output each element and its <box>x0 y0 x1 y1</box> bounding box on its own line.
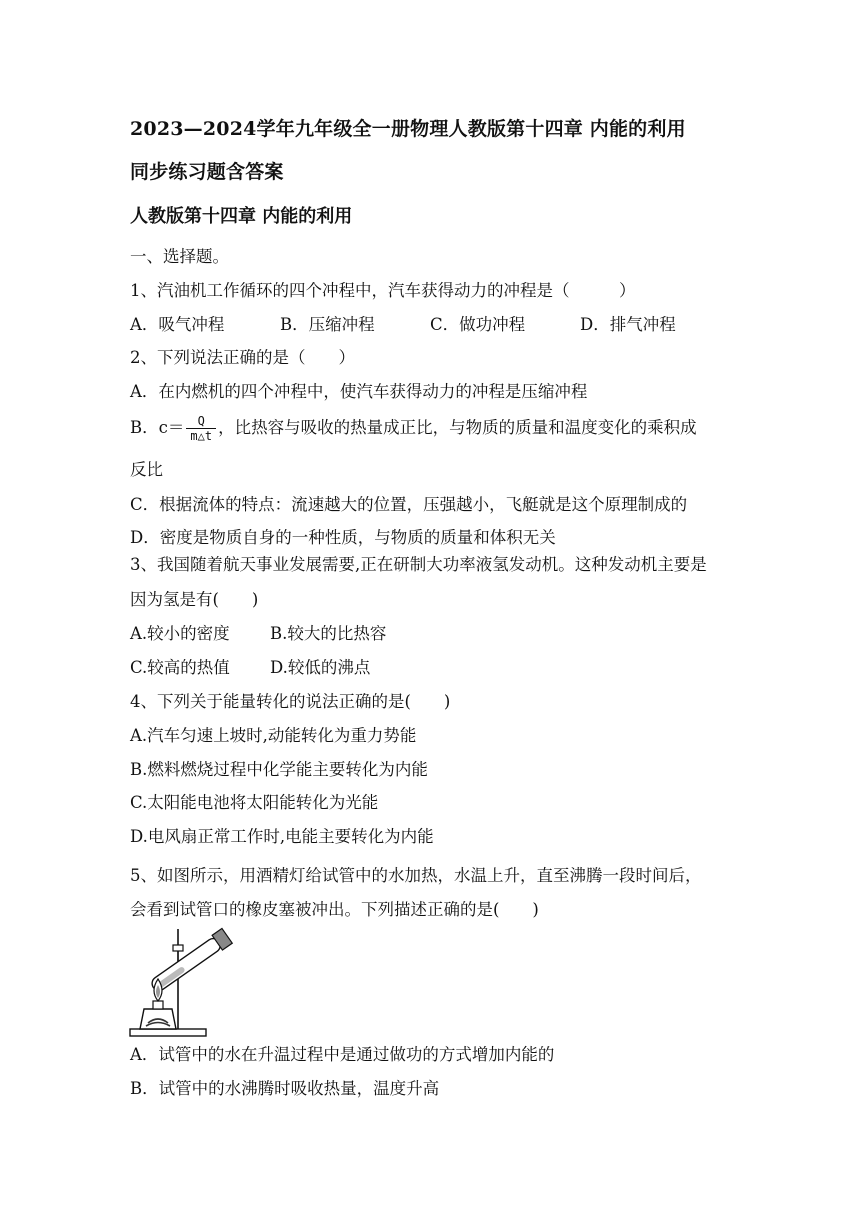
question-5-stem-cont: 会看到试管口的橡皮塞被冲出。下列描述正确的是( ) <box>130 900 539 919</box>
question-1-options <box>130 314 676 336</box>
option-a: A.较小的密度 <box>130 624 230 643</box>
option-b-text: ，比热容与吸收的热量成正比，与物质的质量和温度变化的乘积成 <box>218 418 697 437</box>
option-b-prefix: B．c＝ <box>130 418 185 437</box>
question-2-option-c: C．根据流体的特点：流速越大的位置，压强越小，飞艇就是这个原理制成的 <box>130 495 688 514</box>
section-heading: 一、选择题。 <box>130 247 229 266</box>
question-4-stem: 4、下列关于能量转化的说法正确的是( ) <box>130 692 451 711</box>
question-4-option-a: A.汽车匀速上坡时,动能转化为重力势能 <box>130 726 417 745</box>
question-2-option-b-cont: 反比 <box>130 460 163 479</box>
question-2-option-a: A．在内燃机的四个冲程中，使汽车获得动力的冲程是压缩冲程 <box>130 382 588 401</box>
option-c: C．做功冲程 <box>430 315 526 334</box>
question-5-option-b: B．试管中的水沸腾时吸收热量，温度升高 <box>130 1079 440 1098</box>
question-5-stem: 5、如图所示，用酒精灯给试管中的水加热，水温上升，直至沸腾一段时间后， <box>130 866 702 885</box>
option-b: B．压缩冲程 <box>280 315 375 334</box>
question-2-stem: 2、下列说法正确的是（ ） <box>130 348 355 367</box>
specific-heat-formula <box>186 414 216 443</box>
formula-denominator: m△t <box>190 429 213 443</box>
document-title-cont: 同步练习题含答案 <box>130 161 284 183</box>
question-5-option-a: A．试管中的水在升温过程中是通过做功的方式增加内能的 <box>130 1045 555 1064</box>
option-d: D.较低的沸点 <box>270 658 371 677</box>
option-c: C.较高的热值 <box>130 658 230 677</box>
question-2-option-b <box>130 414 697 443</box>
question-3-options-cd <box>130 657 370 679</box>
question-3-stem: 3、我国随着航天事业发展需要,正在研制大功率液氢发动机。这种发动机主要是 <box>130 555 707 574</box>
question-3-options-ab <box>130 623 386 645</box>
question-4-option-b: B.燃料燃烧过程中化学能主要转化为内能 <box>130 760 428 779</box>
question-4-option-d: D.电风扇正常工作时,电能主要转化为内能 <box>130 827 434 846</box>
option-b: B.较大的比热容 <box>270 624 387 643</box>
question-2-option-d: D．密度是物质自身的一种性质，与物质的质量和体积无关 <box>130 528 556 547</box>
document-title: 2023—2024学年九年级全一册物理人教版第十四章 内能的利用 <box>130 118 686 140</box>
option-d: D．排气冲程 <box>580 315 676 334</box>
question-1-stem: 1、汽油机工作循环的四个冲程中，汽车获得动力的冲程是（ ） <box>130 281 636 300</box>
alcohol-lamp-test-tube-figure <box>128 925 238 1041</box>
option-a: A．吸气冲程 <box>130 315 225 334</box>
question-4-option-c: C.太阳能电池将太阳能转化为光能 <box>130 793 379 812</box>
chapter-title: 人教版第十四章 内能的利用 <box>130 206 353 227</box>
formula-numerator: Q <box>186 414 216 429</box>
question-3-stem-cont: 因为氢是有( ) <box>130 590 259 609</box>
